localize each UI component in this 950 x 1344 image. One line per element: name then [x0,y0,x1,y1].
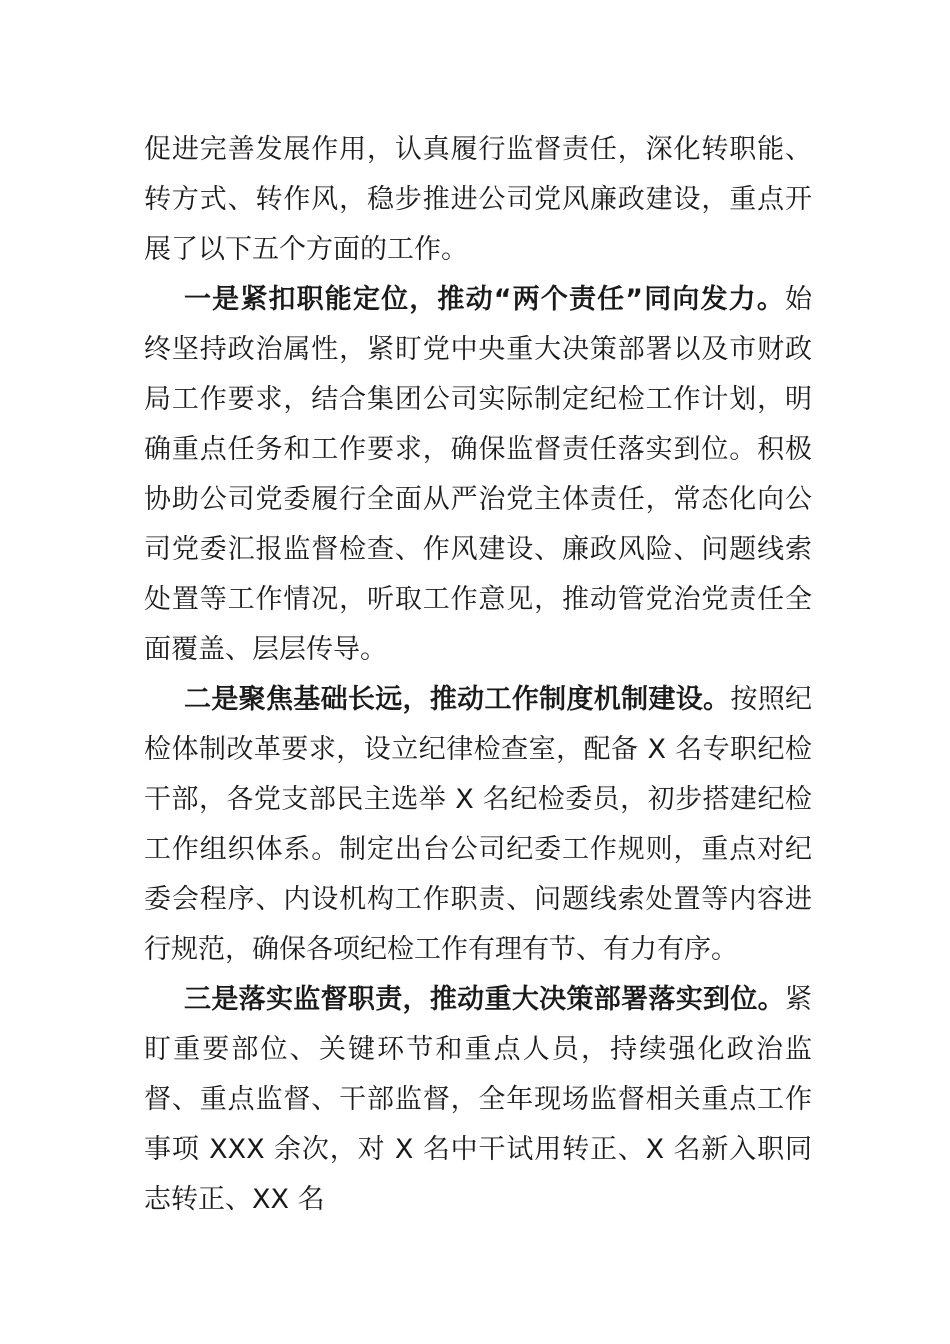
paragraph-3 [144,675,812,975]
paragraph-3-heading: 二是聚焦基础长远，推动工作制度机制建设。 [184,684,731,715]
paragraph-4 [144,975,812,1225]
paragraph-4-text: 紧盯重要部位、关键环节和重点人员，持续强化政治监督、重点监督、干部监督，全年现场监督相关重点工作事项 XXX 余次，对 X 名中干试用转正、X 名新入职同志转正、XX 名 [144,984,812,1215]
paragraph-4-heading: 三是落实监督职责，推动重大决策部署落实到位。 [184,984,785,1015]
paragraph-1-text: 促进完善发展作用，认真履行监督责任，深化转职能、转方式、转作风，稳步推进公司党风廉政建设，重点开展了以下五个方面的工作。 [144,134,812,265]
paragraph-2 [144,275,812,675]
paragraph-1 [144,125,812,275]
paragraph-3-text: 按照纪检体制改革要求，设立纪律检查室，配备 X 名专职纪检干部，各党支部民主选举 X 名纪检委员，初步搭建纪检工作组织体系。制定出台公司纪委工作规则，重点对纪委会程序、内设机构工作职责、问题线索处置等内容进行规范，确保各项纪检工作有理有节、有力有序。 [144,684,813,965]
body-text [144,125,812,1225]
paragraph-2-text: 始终坚持政治属性，紧盯党中央重大决策部署以及市财政局工作要求，结合集团公司实际制定纪检工作计划，明确重点任务和工作要求，确保监督责任落实到位。积极协助公司党委履行全面从严治党主体责任，常态化向公司党委汇报监督检查、作风建设、廉政风险、问题线索处置等工作情况，听取工作意见，推动管党治党责任全面覆盖、层层传导。 [144,284,812,665]
paragraph-2-heading: 一是紧扣职能定位，推动“两个责任”同向发力。 [184,284,785,315]
